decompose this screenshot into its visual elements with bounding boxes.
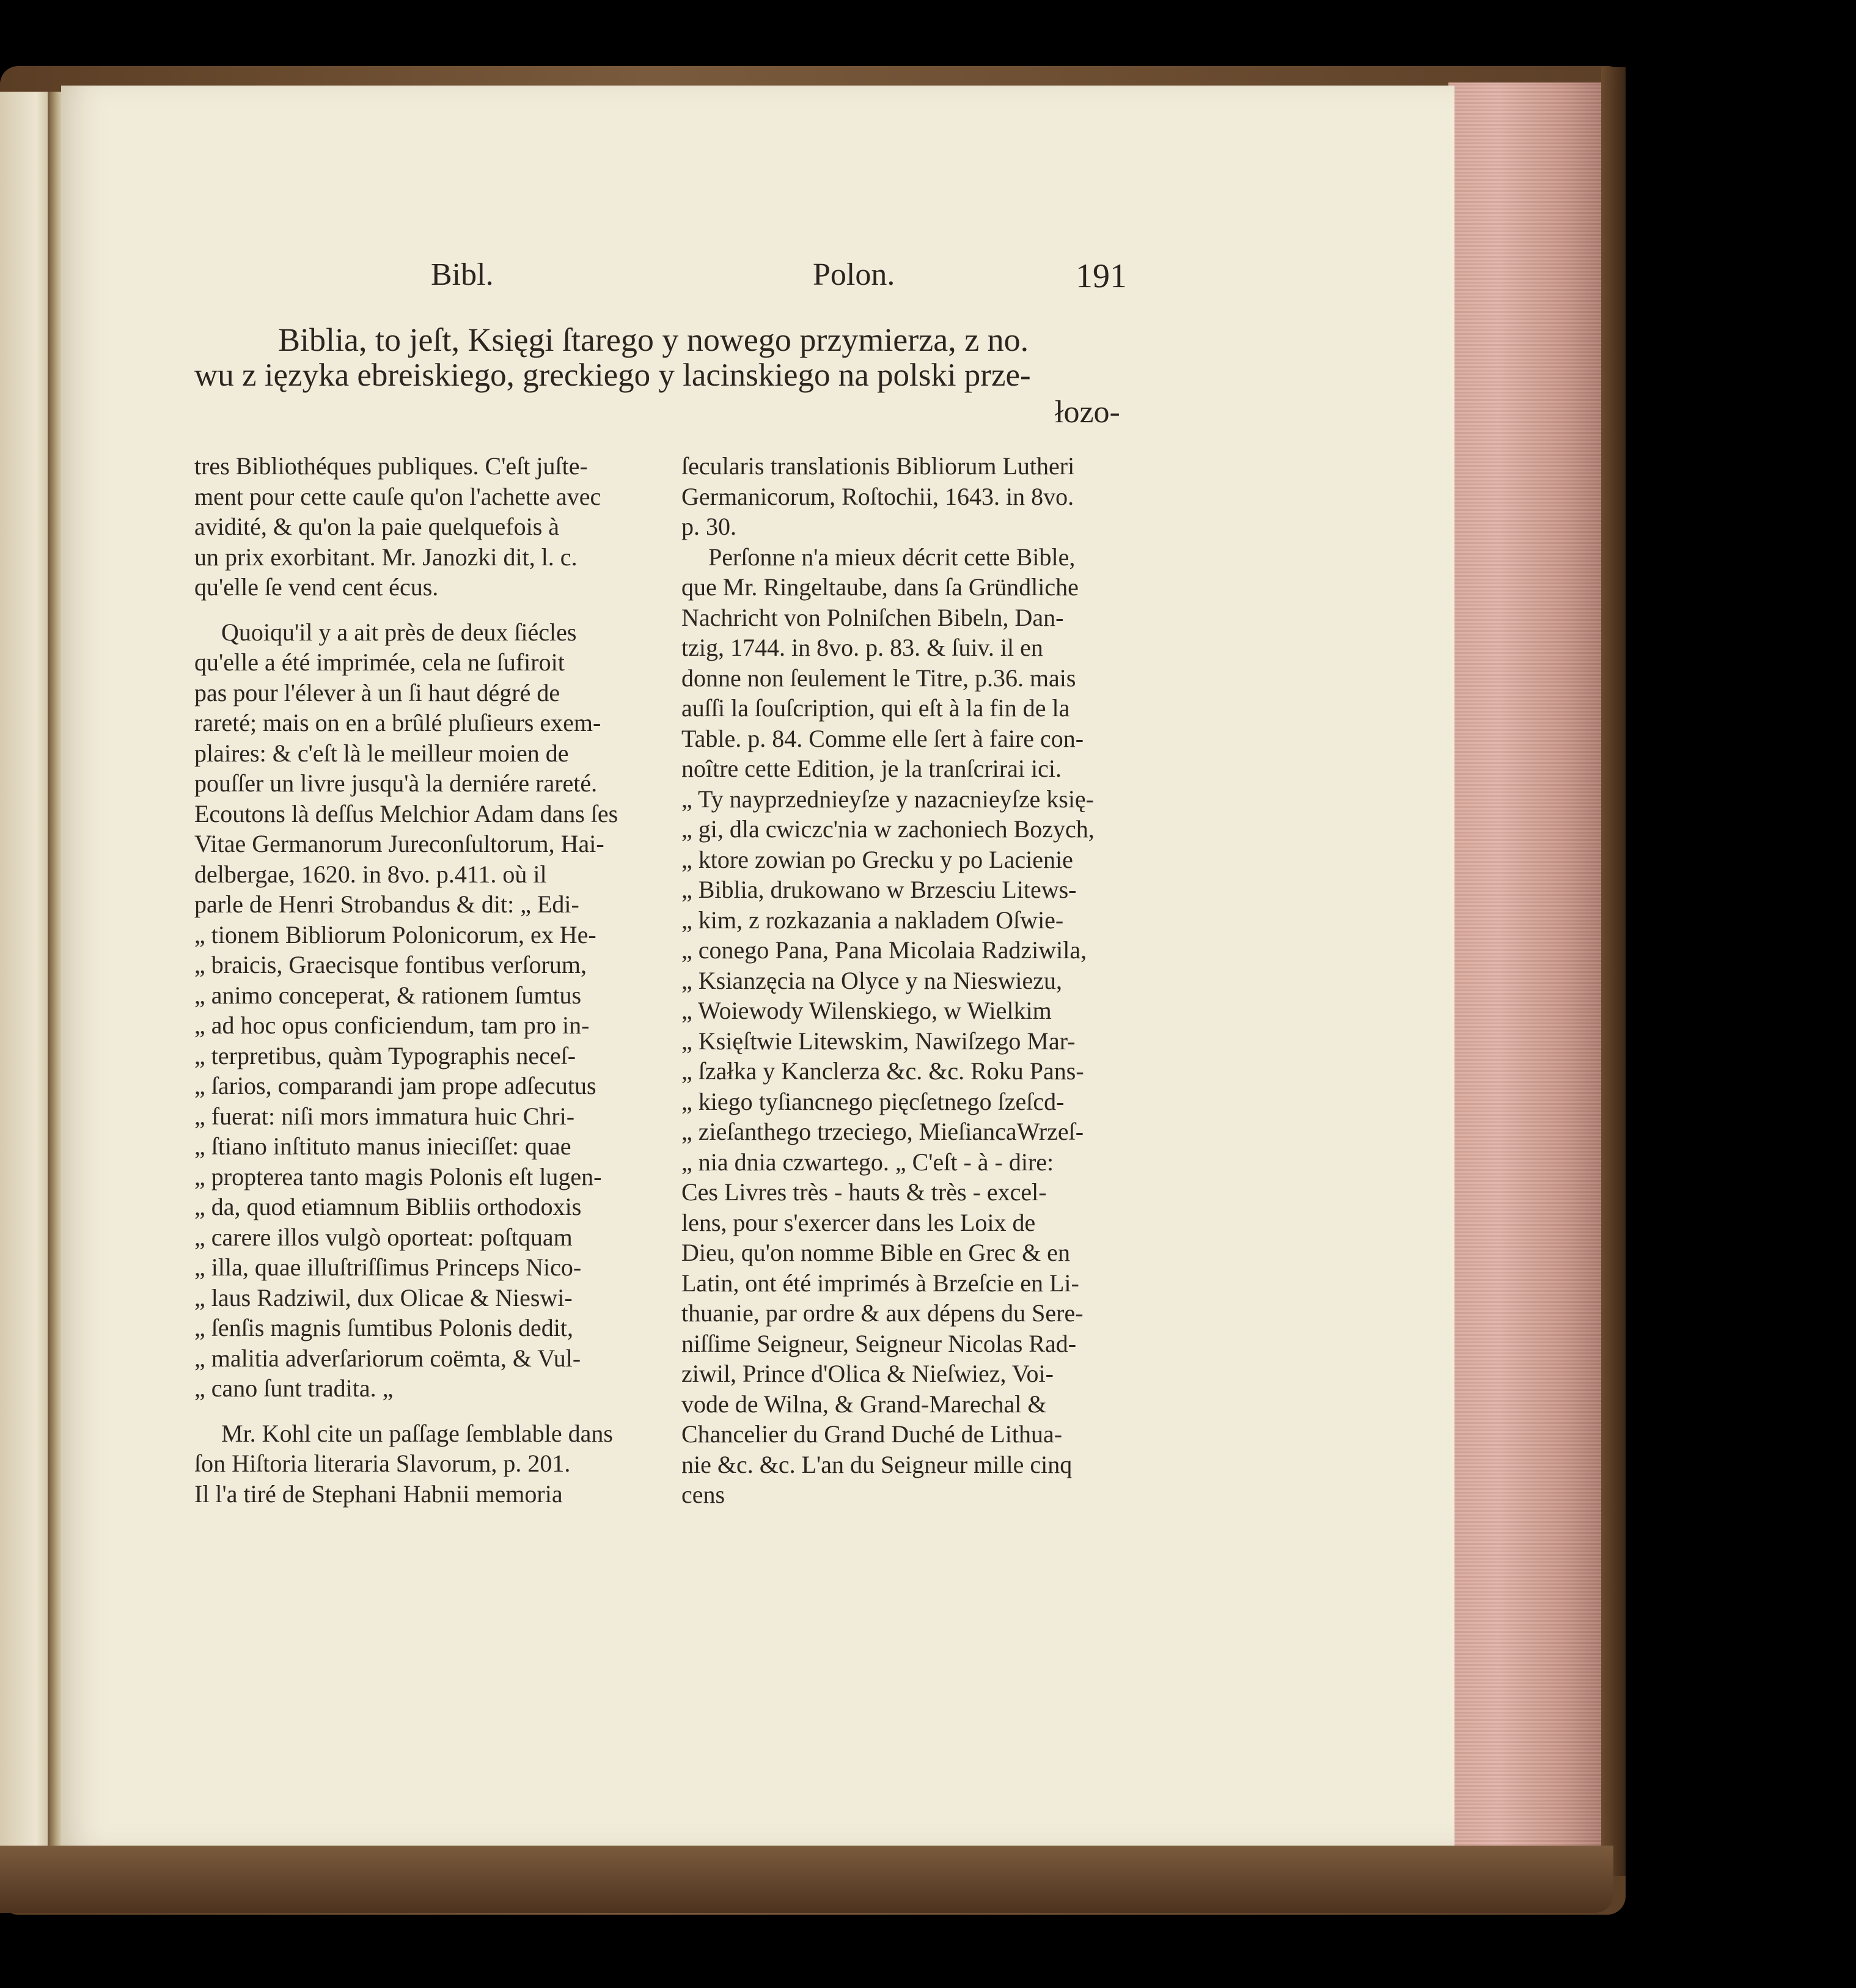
left-column-line: „ ad hoc opus conficiendum, tam pro in-	[194, 1011, 590, 1039]
right-column-line: tzig, 1744. in 8vo. p. 83. & ſuiv. il en	[681, 634, 1043, 661]
right-column-line: Latin, ont été imprimés à Brzeſcie en Li-	[681, 1269, 1079, 1297]
left-column-line: ment pour cette cauſe qu'on l'achette avec	[194, 482, 601, 510]
left-column-line: „ da, quod etiamnum Bibliis orthodoxis	[194, 1193, 582, 1220]
right-column-line: „ Ty nayprzednieyſze y nazacnieyſze księ-	[681, 785, 1094, 813]
left-column	[194, 451, 650, 1509]
title-line-3: łozo-	[1055, 395, 1120, 430]
right-column-line: „ zieſanthego trzeciego, MieſiancaWrzeſ-	[681, 1118, 1084, 1145]
title-line-1: Biblia, to jeſt, Księgi ſtarego y nowego przymierza, z no.	[278, 321, 1029, 358]
running-head-center: Polon.	[813, 257, 895, 292]
right-column-line: Nachricht von Polniſchen Bibeln, Dan-	[681, 603, 1064, 631]
right-column-line: cens	[681, 1481, 725, 1508]
right-column-line: ziwil, Prince d'Olica & Nieſwiez, Voi-	[681, 1360, 1054, 1387]
left-column-line: plaires: & c'eſt là le meilleur moien de	[194, 739, 569, 767]
page-number: 191	[1076, 257, 1127, 295]
left-column-line: delbergae, 1620. in 8vo. p.411. où il	[194, 860, 547, 888]
left-column-line: „ ſenſis magnis ſumtibus Polonis dedit,	[194, 1314, 573, 1341]
left-column-line: „ illa, quae illuſtriſſimus Princeps Nico-	[194, 1253, 582, 1281]
right-column-line: „ ktore zowian po Grecku y po Lacienie	[681, 845, 1073, 873]
left-column-line: ſon Hiſtoria literaria Slavorum, p. 201.	[194, 1450, 571, 1477]
page-block-edge	[1448, 83, 1613, 1855]
left-column-line: Vitae Germanorum Jureconſultorum, Hai-	[194, 830, 604, 857]
right-column-line: auſſi la ſouſcription, qui eſt à la fin de la	[681, 694, 1070, 722]
left-column-line: „ fuerat: niſi mors immatura huic Chri-	[194, 1102, 575, 1130]
left-column-line: qu'elle a été imprimée, cela ne ſufiroit	[194, 648, 565, 676]
left-column-line: avidité, & qu'on la paie quelquefois à	[194, 513, 560, 540]
right-column-line: thuanie, par ordre & aux dépens du Sere-	[681, 1299, 1084, 1327]
cover-edge	[1601, 67, 1626, 1876]
left-column-line: tres Bibliothéques publiques. C'eſt juſte-	[194, 452, 588, 480]
right-column-line: „ Woiewody Wilenskiego, w Wielkim	[681, 997, 1052, 1024]
left-column-line: un prix exorbitant. Mr. Janozki dit, l. c.	[194, 543, 578, 571]
book-bottom	[0, 1846, 1613, 1913]
left-column-line: Mr. Kohl cite un paſſage ſemblable dans	[221, 1419, 613, 1447]
title-line-2: wu z ięzyka ebreiskiego, greckiego y lacinskiego na polski prze-	[194, 358, 1031, 393]
left-column-line: „ ſarios, comparandi jam prope adſecutus	[194, 1072, 596, 1099]
left-column-line: „ terpretibus, quàm Typographis neceſ-	[194, 1041, 576, 1069]
left-column-line: qu'elle ſe vend cent écus.	[194, 573, 439, 601]
right-column	[681, 451, 1140, 1510]
right-column-line: „ gi, dla cwiczc'nia w zachoniech Bozych,	[681, 815, 1095, 843]
left-column-line: „ laus Radziwil, dux Olicae & Nieswi-	[194, 1283, 573, 1311]
left-column-line: parle de Henri Strobandus & dit: „ Edi-	[194, 890, 579, 918]
left-page-edge	[0, 92, 52, 1846]
left-column-line: „ propterea tanto magis Polonis eſt lugen-	[194, 1162, 602, 1190]
right-column-line: lens, pour s'exercer dans les Loix de	[681, 1208, 1036, 1236]
right-column-line: Dieu, qu'on nomme Bible en Grec & en	[681, 1239, 1070, 1266]
right-column-line: „ kim, z rozkazania a nakladem Oſwie-	[681, 906, 1064, 934]
right-column-line: Ces Livres très - hauts & très - excel-	[681, 1178, 1047, 1206]
left-column-line: „ tionem Bibliorum Polonicorum, ex He-	[194, 920, 596, 948]
right-column-line: „ conego Pana, Pana Micolaia Radziwila,	[681, 936, 1087, 964]
left-column-line: Ecoutons là deſſus Melchior Adam dans ſes	[194, 799, 618, 827]
right-column-line: noître cette Edition, je la tranſcrirai ici.	[681, 755, 1062, 782]
right-column-line: ſecularis translationis Bibliorum Lutheri	[681, 452, 1075, 480]
left-column-line	[194, 603, 650, 617]
right-column-line: Table. p. 84. Comme elle ſert à faire con-	[681, 724, 1084, 752]
right-column-line: Germanicorum, Roſtochii, 1643. in 8vo.	[681, 482, 1074, 510]
left-column-line: pas pour l'élever à un ſi haut dégré de	[194, 678, 560, 706]
right-column-line: Chancelier du Grand Duché de Lithua-	[681, 1420, 1063, 1448]
left-column-line: „ carere illos vulgò oporteat: poſtquam	[194, 1223, 573, 1251]
right-column-line: Perſonne n'a mieux décrit cette Bible,	[708, 543, 1076, 571]
right-column-line: „ Ksianzęcia na Olyce y na Nieswiezu,	[681, 966, 1063, 994]
left-column-line: „ ſtiano inſtituto manus inieciſſet: quae	[194, 1132, 571, 1160]
left-column-line: „ cano ſunt tradita. „	[194, 1374, 394, 1402]
left-column-line: „ malitia adverſariorum coëmta, & Vul-	[194, 1344, 581, 1372]
right-column-line: niſſime Seigneur, Seigneur Nicolas Rad-	[681, 1329, 1077, 1357]
right-column-line: nie &c. &c. L'an du Seigneur mille cinq	[681, 1450, 1073, 1478]
right-column-line: p. 30.	[681, 513, 736, 540]
right-column-line: „ nia dnia czwartego. „ C'eſt - à - dire:	[681, 1148, 1054, 1176]
left-column-line: rareté; mais on en a brûlé pluſieurs exem-	[194, 709, 601, 736]
right-column-line: donne non ſeulement le Titre, p.36. mais	[681, 664, 1076, 692]
left-column-line: „ animo conceperat, & rationem ſumtus	[194, 981, 582, 1009]
right-column-line: que Mr. Ringeltaube, dans ſa Gründliche	[681, 573, 1079, 601]
left-column-line	[194, 1404, 650, 1418]
left-column-line: pouſſer un livre jusqu'à la derniére rareté.	[194, 769, 598, 797]
running-head-left: Bibl.	[431, 257, 494, 292]
right-column-line: „ Biblia, drukowano w Brzesciu Litews-	[681, 876, 1077, 903]
right-column-line: „ kiego tyſiancnego pięcſetnego ſzeſcd-	[681, 1087, 1065, 1115]
left-column-line: „ braicis, Graecisque fontibus verſorum,	[194, 951, 587, 978]
left-column-line: Il l'a tiré de Stephani Habnii memoria	[194, 1480, 563, 1508]
right-column-line: vode de Wilna, & Grand-Marechal &	[681, 1390, 1047, 1418]
right-column-line: „ ſzałka y Kanclerza &c. &c. Roku Pans-	[681, 1057, 1084, 1085]
right-column-line: „ Księſtwie Litewskim, Nawiſzego Mar-	[681, 1027, 1076, 1055]
left-column-line: Quoiqu'il y a ait près de deux ſiécles	[221, 618, 577, 646]
